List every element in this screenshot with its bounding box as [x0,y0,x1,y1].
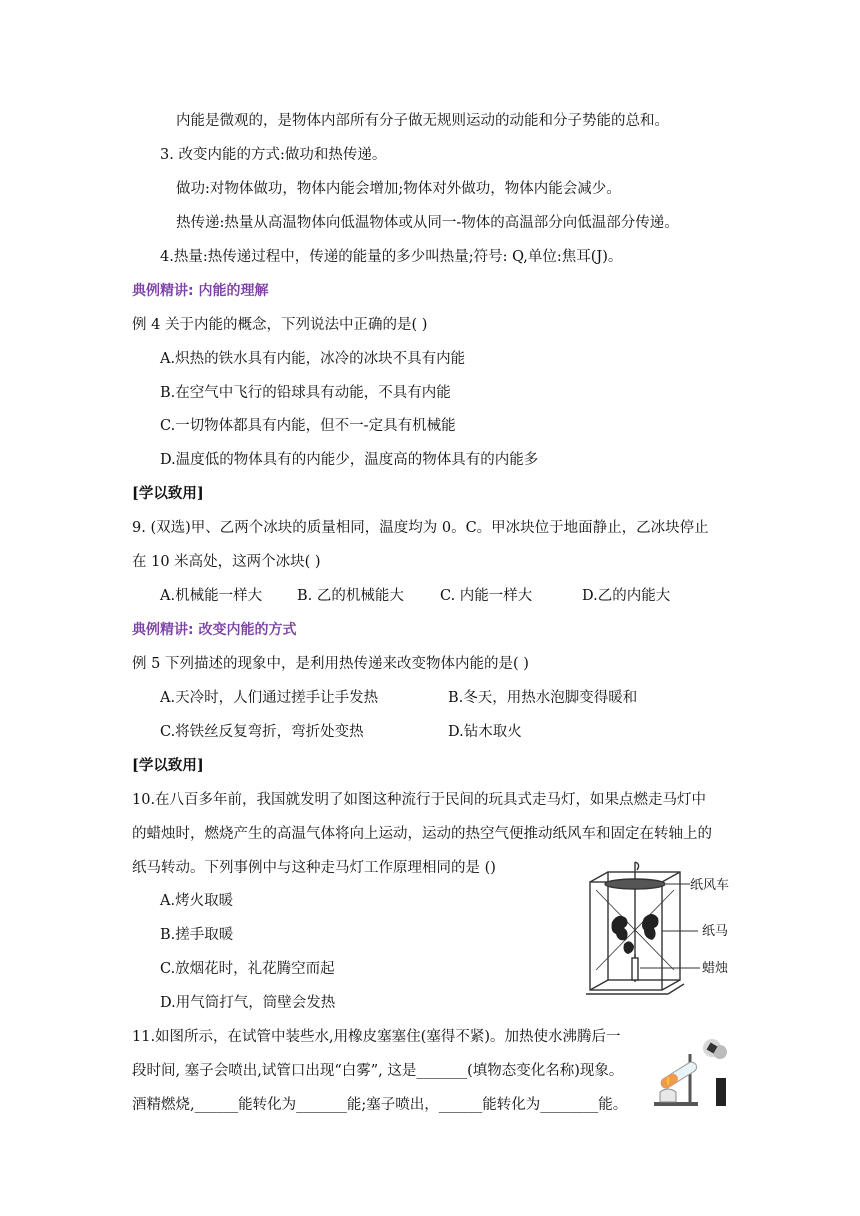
test-tube-illustration [650,1038,730,1110]
revolving-lantern-figure [578,860,738,1010]
example-4-question: 例 4 关于内能的概念，下列说法中正确的是( ) [132,317,428,333]
intro-paragraph-3: 做功:对物体做功，物体内能会增加;物体对外做功，物体内能会减少。 [176,181,621,197]
question-10-line-3: 纸马转动。下列事例中与这种走马灯工作原理相同的是 () [132,860,496,876]
example-5-question: 例 5 下列描述的现象中，是利用热传递来改变物体内能的是( ) [132,656,529,672]
question-9-line-1: 9. (双选)甲、乙两个冰块的质量相同，温度均为 0。C。甲冰块位于地面静止，乙冰块停止 [132,520,709,536]
intro-paragraph-2: 3. 改变内能的方式:做功和热传递。 [160,147,387,163]
practice-heading-2: [学以致用] [132,757,204,774]
example-4-option-d: D.温度低的物体具有的内能少，温度高的物体具有的内能多 [160,452,539,468]
label-paper-fan: 纸风车 [690,878,730,893]
section-heading-internal-energy: 典例精讲: 内能的理解 [132,283,269,299]
intro-paragraph-1: 内能是微观的，是物体内部所有分子做无规则运动的动能和分子势能的总和。 [176,113,669,129]
intro-paragraph-5: 4.热量:热传递过程中，传递的能量的多少叫热量;符号: Q,单位:焦耳(J)。 [160,249,623,265]
question-10-line-2: 的蜡烛时，燃烧产生的高温气体将向上运动，运动的热空气便推动纸风车和固定在转轴上的 [132,826,712,842]
question-9-option-b: B. 乙的机械能大 [297,588,404,604]
question-10-option-c: C.放烟花时，礼花腾空而起 [160,961,335,977]
question-10-line-1: 10.在八百多年前，我国就发明了如图这种流行于民间的玩具式走马灯，如果点燃走马灯中 [132,792,707,808]
label-paper-horse: 纸马 [702,924,729,939]
question-11-line-2: 段时间, 塞子会喷出,试管口出现“白雾”, 这是_______(填物态变化名称)现象。 [132,1063,624,1079]
question-9-option-a: A.机械能一样大 [160,588,263,604]
question-9-option-c: C. 内能一样大 [440,588,533,604]
test-tube-apparatus-figure [650,1038,730,1110]
question-9-line-2: 在 10 米高处，这两个冰块( ) [132,554,321,570]
question-10-option-a: A.烤火取暖 [160,893,234,909]
question-9-option-d: D.乙的内能大 [582,588,671,604]
intro-paragraph-4: 热传递:热量从高温物体向低温物体或从同一-物体的高温部分向低温部分传递。 [176,215,679,231]
example-4-option-a: A.炽热的铁水具有内能，冰冷的冰块不具有内能 [160,351,466,367]
question-11-line-3: 酒精燃烧,______能转化为_______能;塞子喷出，______能转化为________能。 [132,1097,628,1113]
example-5-option-c: C.将铁丝反复弯折，弯折处变热 [160,724,364,740]
example-5-option-d: D.钻木取火 [448,724,522,740]
example-5-option-a: A.天冷时，人们通过搓手让手发热 [160,690,379,706]
section-heading-change-internal-energy: 典例精讲: 改变内能的方式 [132,622,297,638]
question-10-option-d: D.用气筒打气，筒壁会发热 [160,995,336,1011]
question-11-line-1: 11.如图所示，在试管中装些水,用橡皮塞塞住(塞得不紧)。加热使水沸腾后一 [132,1029,621,1045]
example-4-option-b: B.在空气中飞行的铅球具有动能，不具有内能 [160,385,451,401]
example-4-option-c: C.一切物体都具有内能，但不一-定具有机械能 [160,418,456,434]
example-5-option-b: B.冬天，用热水泡脚变得暖和 [448,690,638,706]
practice-heading-1: [学以致用] [132,485,204,502]
label-candle: 蜡烛 [702,961,729,976]
question-10-option-b: B.搓手取暖 [160,927,234,943]
